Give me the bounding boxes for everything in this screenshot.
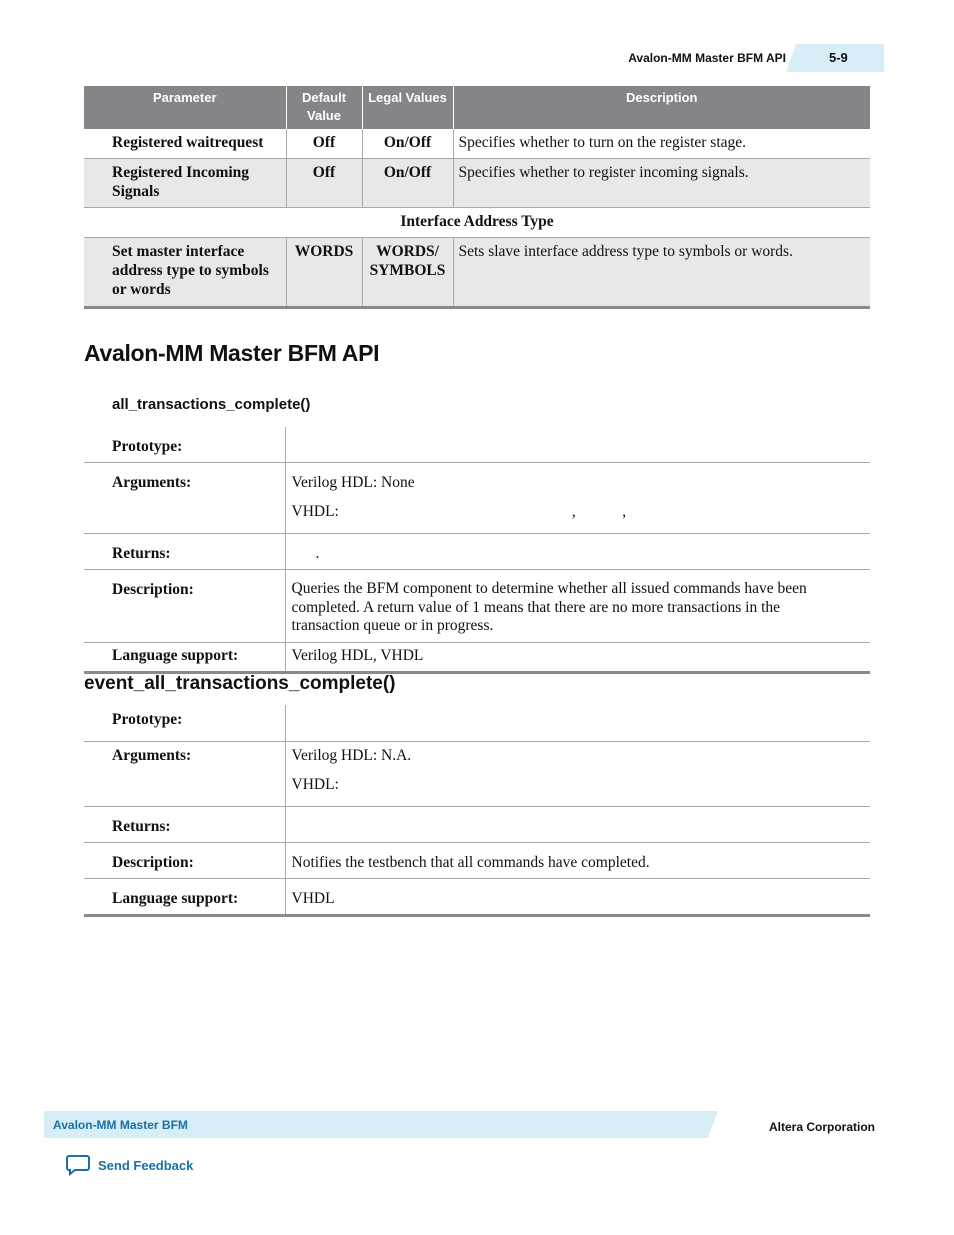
arguments-verilog: Verilog HDL: None — [291, 474, 415, 491]
api-heading-all-transactions-complete: all_transactions_complete() — [112, 396, 311, 413]
language-support-value: Verilog HDL, VHDL — [285, 642, 870, 672]
table-row — [84, 806, 870, 842]
table-row — [84, 427, 870, 463]
column-header-parameter: Parameter — [84, 86, 286, 129]
table-row — [84, 570, 870, 643]
arguments-verilog: Verilog HDL: N.A. — [291, 746, 412, 764]
column-header-description: Description — [453, 86, 870, 129]
page-number: 5-9 — [796, 44, 884, 72]
parameter-name: Set master interface address type to symbols or words — [84, 238, 286, 308]
table-header-row — [84, 86, 870, 129]
table-row — [84, 534, 870, 570]
description-value: Queries the BFM component to determine whether all issued commands have been completed. A return value of 1 means that there are no more transactions in the transaction queue or in progress. — [285, 570, 870, 643]
api-table-event-all-transactions-complete — [84, 705, 870, 917]
label-arguments: Arguments: — [84, 463, 285, 534]
arguments-vhdl-line — [292, 502, 865, 521]
table-row — [84, 238, 870, 308]
label-language-support: Language support: — [84, 878, 285, 915]
arguments-vhdl: VHDL: — [291, 503, 339, 520]
label-prototype: Prototype: — [84, 427, 285, 463]
table-row — [84, 463, 870, 534]
table-row — [84, 159, 870, 208]
table-row — [84, 642, 870, 672]
send-feedback-link[interactable] — [66, 1154, 193, 1176]
label-returns: Returns: — [84, 806, 285, 842]
table-row — [84, 705, 870, 741]
section-heading: Avalon-MM Master BFM API — [84, 340, 380, 366]
prototype-value — [285, 705, 870, 741]
footer-chapter-link[interactable]: Avalon-MM Master BFM — [53, 1118, 188, 1132]
arguments-vhdl-punctuation: , , — [571, 503, 627, 520]
default-value: Off — [286, 159, 362, 208]
send-feedback-text[interactable]: Send Feedback — [98, 1157, 194, 1173]
speech-bubble-icon — [66, 1154, 90, 1176]
label-language-support: Language support: — [84, 642, 285, 672]
column-header-legal-values: Legal Values — [362, 86, 453, 129]
api-table-all-transactions-complete — [84, 427, 870, 674]
footer-company: Altera Corporation — [768, 1120, 875, 1134]
parameter-table — [84, 86, 870, 309]
table-row — [84, 129, 870, 159]
parameter-description: Specifies whether to register incoming signals. — [453, 159, 870, 208]
label-description: Description: — [84, 842, 285, 878]
label-arguments: Arguments: — [84, 741, 285, 806]
legal-values: On/Off — [362, 159, 453, 208]
api-heading-event-all-transactions-complete: event_all_transactions_complete() — [84, 673, 396, 694]
legal-values: WORDS/ SYMBOLS — [362, 238, 453, 308]
parameter-name: Registered waitrequest — [84, 129, 286, 159]
prototype-value — [285, 427, 870, 463]
default-value: Off — [286, 129, 362, 159]
parameter-description: Specifies whether to turn on the register stage. — [453, 129, 870, 159]
label-prototype: Prototype: — [84, 705, 285, 741]
section-title: Interface Address Type — [84, 208, 870, 238]
table-row — [84, 842, 870, 878]
arguments-value — [285, 463, 870, 534]
returns-value — [285, 806, 870, 842]
label-description: Description: — [84, 570, 285, 643]
returns-text: . — [315, 545, 320, 562]
parameter-description: Sets slave interface address type to symbols or words. — [453, 238, 870, 308]
language-support-value: VHDL — [285, 878, 870, 915]
default-value: WORDS — [286, 238, 362, 308]
running-header-title: Avalon-MM Master BFM API — [628, 51, 786, 65]
label-returns: Returns: — [84, 534, 285, 570]
legal-values: On/Off — [362, 129, 453, 159]
returns-value — [285, 534, 870, 570]
column-header-default-value: Default Value — [286, 86, 362, 129]
parameter-name: Registered Incoming Signals — [84, 159, 286, 208]
arguments-value — [285, 741, 870, 806]
table-row — [84, 741, 870, 806]
description-value: Notifies the testbench that all commands have completed. — [285, 842, 870, 878]
table-section-row — [84, 208, 870, 238]
table-row — [84, 878, 870, 915]
arguments-vhdl: VHDL: — [291, 775, 339, 793]
